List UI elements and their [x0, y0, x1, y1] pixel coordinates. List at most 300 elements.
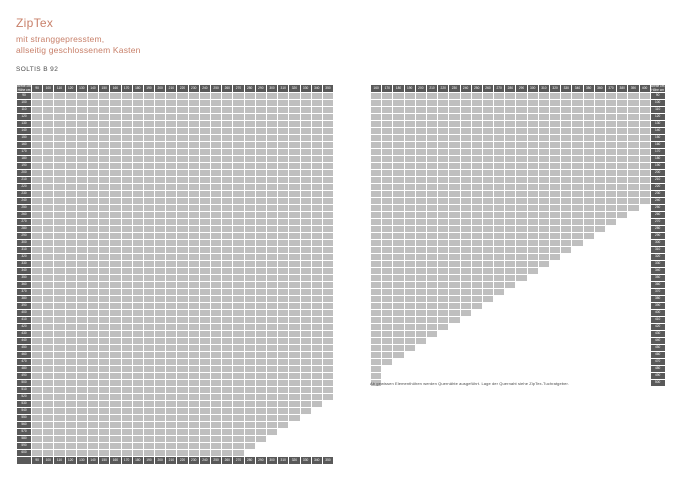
- matrix-cell-available: [222, 422, 232, 428]
- matrix-cell-available: [393, 184, 403, 190]
- matrix-cell-available: [43, 387, 53, 393]
- matrix-width-header: 240: [200, 85, 210, 92]
- matrix-height-label: 310: [17, 247, 31, 253]
- matrix-cell-available: [323, 205, 333, 211]
- matrix-cell-available: [211, 114, 221, 120]
- matrix-cell-empty: [606, 331, 616, 337]
- matrix-cell-available: [267, 247, 277, 253]
- matrix-height-label: 430: [651, 331, 665, 337]
- matrix-cell-available: [539, 93, 549, 99]
- matrix-cell-empty: [494, 366, 504, 372]
- matrix-cell-available: [416, 184, 426, 190]
- matrix-cell-available: [32, 93, 42, 99]
- matrix-cell-available: [144, 268, 154, 274]
- matrix-cell-available: [267, 254, 277, 260]
- matrix-cell-available: [66, 170, 76, 176]
- matrix-cell-available: [43, 93, 53, 99]
- matrix-cell-available: [66, 338, 76, 344]
- table-row: [17, 366, 333, 372]
- matrix-cell-available: [505, 170, 515, 176]
- matrix-cell-available: [177, 268, 187, 274]
- matrix-cell-available: [371, 170, 381, 176]
- matrix-cell-available: [427, 233, 437, 239]
- matrix-cell-available: [438, 317, 448, 323]
- matrix-cell-available: [43, 135, 53, 141]
- matrix-cell-available: [245, 240, 255, 246]
- matrix-cell-empty: [628, 233, 638, 239]
- matrix-cell-available: [461, 191, 471, 197]
- matrix-cell-available: [528, 100, 538, 106]
- matrix-cell-available: [256, 212, 266, 218]
- matrix-cell-available: [405, 212, 415, 218]
- matrix-cell-empty: [323, 408, 333, 414]
- matrix-cell-available: [43, 450, 53, 456]
- matrix-cell-empty: [617, 373, 627, 379]
- matrix-cell-available: [323, 177, 333, 183]
- matrix-cell-available: [122, 247, 132, 253]
- matrix-cell-available: [438, 240, 448, 246]
- matrix-cell-empty: [595, 317, 605, 323]
- matrix-cell-available: [144, 170, 154, 176]
- matrix-cell-available: [267, 114, 277, 120]
- matrix-cell-available: [278, 247, 288, 253]
- matrix-cell-available: [289, 289, 299, 295]
- matrix-cell-available: [155, 373, 165, 379]
- matrix-cell-available: [539, 135, 549, 141]
- matrix-width-footer: 300: [267, 457, 277, 464]
- matrix-cell-available: [122, 408, 132, 414]
- matrix-cell-available: [66, 212, 76, 218]
- table-row: [371, 289, 665, 295]
- matrix-cell-available: [289, 387, 299, 393]
- matrix-cell-available: [267, 261, 277, 267]
- matrix-cell-available: [200, 408, 210, 414]
- matrix-cell-available: [301, 310, 311, 316]
- matrix-cell-available: [505, 107, 515, 113]
- matrix-cell-available: [177, 345, 187, 351]
- matrix-cell-available: [245, 443, 255, 449]
- matrix-cell-available: [233, 156, 243, 162]
- matrix-cell-available: [539, 198, 549, 204]
- matrix-cell-empty: [516, 338, 526, 344]
- matrix-cell-available: [289, 345, 299, 351]
- matrix-cell-available: [438, 233, 448, 239]
- matrix-cell-available: [43, 331, 53, 337]
- matrix-cell-empty: [606, 359, 616, 365]
- matrix-cell-available: [54, 191, 64, 197]
- table-row: [17, 100, 333, 106]
- matrix-cell-empty: [539, 310, 549, 316]
- matrix-cell-available: [32, 100, 42, 106]
- matrix-cell-available: [110, 436, 120, 442]
- matrix-cell-available: [393, 163, 403, 169]
- matrix-cell-empty: [584, 261, 594, 267]
- matrix-cell-available: [88, 233, 98, 239]
- matrix-cell-available: [584, 93, 594, 99]
- matrix-cell-available: [323, 310, 333, 316]
- matrix-cell-available: [438, 184, 448, 190]
- table-row: [371, 212, 665, 218]
- matrix-cell-available: [528, 212, 538, 218]
- matrix-cell-available: [393, 149, 403, 155]
- matrix-cell-available: [166, 282, 176, 288]
- matrix-cell-available: [561, 205, 571, 211]
- matrix-cell-available: [472, 114, 482, 120]
- matrix-cell-available: [155, 198, 165, 204]
- matrix-cell-available: [323, 107, 333, 113]
- matrix-cell-available: [393, 93, 403, 99]
- matrix-cell-available: [200, 121, 210, 127]
- matrix-cell-available: [494, 163, 504, 169]
- table-row: [371, 296, 665, 302]
- matrix-cell-available: [438, 149, 448, 155]
- matrix-cell-available: [393, 289, 403, 295]
- matrix-cell-available: [267, 184, 277, 190]
- matrix-cell-available: [200, 436, 210, 442]
- matrix-cell-available: [144, 345, 154, 351]
- matrix-cell-empty: [289, 450, 299, 456]
- matrix-cell-available: [528, 149, 538, 155]
- matrix-cell-available: [233, 289, 243, 295]
- matrix-cell-available: [32, 450, 42, 456]
- table-row: [17, 303, 333, 309]
- matrix-cell-available: [32, 247, 42, 253]
- matrix-cell-available: [166, 303, 176, 309]
- matrix-cell-available: [122, 366, 132, 372]
- matrix-cell-available: [32, 170, 42, 176]
- matrix-cell-empty: [617, 247, 627, 253]
- matrix-cell-empty: [505, 296, 515, 302]
- matrix-cell-available: [245, 359, 255, 365]
- matrix-cell-available: [144, 408, 154, 414]
- matrix-cell-available: [54, 282, 64, 288]
- size-matrix-left-table: [16, 84, 334, 465]
- matrix-cell-available: [211, 324, 221, 330]
- matrix-height-label: 160: [651, 142, 665, 148]
- matrix-cell-available: [628, 184, 638, 190]
- matrix-cell-available: [177, 352, 187, 358]
- matrix-cell-available: [539, 205, 549, 211]
- matrix-cell-available: [572, 170, 582, 176]
- matrix-cell-available: [617, 135, 627, 141]
- matrix-cell-available: [189, 422, 199, 428]
- matrix-cell-available: [539, 128, 549, 134]
- matrix-cell-available: [528, 135, 538, 141]
- matrix-cell-available: [393, 310, 403, 316]
- matrix-cell-available: [88, 212, 98, 218]
- matrix-cell-available: [550, 205, 560, 211]
- matrix-cell-empty: [606, 338, 616, 344]
- matrix-cell-available: [189, 450, 199, 456]
- matrix-cell-available: [256, 296, 266, 302]
- matrix-cell-empty: [584, 282, 594, 288]
- matrix-height-label: 230: [651, 191, 665, 197]
- matrix-cell-available: [628, 114, 638, 120]
- matrix-cell-available: [99, 261, 109, 267]
- matrix-cell-available: [88, 240, 98, 246]
- matrix-cell-available: [88, 121, 98, 127]
- matrix-cell-available: [539, 156, 549, 162]
- table-row: [371, 366, 665, 372]
- matrix-cell-available: [211, 422, 221, 428]
- matrix-cell-available: [427, 93, 437, 99]
- table-row: [371, 142, 665, 148]
- matrix-cell-available: [122, 233, 132, 239]
- matrix-cell-empty: [438, 373, 448, 379]
- matrix-width-header: 200: [155, 85, 165, 92]
- matrix-cell-available: [189, 303, 199, 309]
- matrix-cell-available: [256, 359, 266, 365]
- matrix-cell-empty: [301, 415, 311, 421]
- matrix-cell-available: [88, 149, 98, 155]
- matrix-cell-available: [550, 191, 560, 197]
- table-row: [17, 261, 333, 267]
- matrix-cell-available: [110, 261, 120, 267]
- matrix-cell-available: [393, 268, 403, 274]
- matrix-cell-available: [122, 436, 132, 442]
- matrix-cell-available: [278, 401, 288, 407]
- matrix-cell-available: [99, 191, 109, 197]
- matrix-cell-available: [617, 128, 627, 134]
- matrix-cell-available: [278, 303, 288, 309]
- matrix-cell-available: [289, 401, 299, 407]
- matrix-cell-available: [393, 135, 403, 141]
- matrix-cell-available: [222, 394, 232, 400]
- matrix-cell-available: [32, 233, 42, 239]
- page-title: ZipTex: [16, 16, 54, 30]
- matrix-cell-available: [166, 219, 176, 225]
- matrix-cell-available: [595, 107, 605, 113]
- matrix-cell-available: [200, 422, 210, 428]
- matrix-cell-empty: [640, 282, 650, 288]
- table-row: [17, 184, 333, 190]
- matrix-cell-available: [54, 205, 64, 211]
- matrix-cell-empty: [640, 317, 650, 323]
- matrix-cell-available: [461, 128, 471, 134]
- matrix-cell-available: [416, 93, 426, 99]
- matrix-cell-available: [382, 135, 392, 141]
- matrix-cell-available: [505, 219, 515, 225]
- matrix-cell-available: [122, 450, 132, 456]
- matrix-cell-available: [256, 156, 266, 162]
- matrix-cell-available: [200, 394, 210, 400]
- matrix-cell-available: [32, 338, 42, 344]
- matrix-cell-available: [155, 324, 165, 330]
- matrix-cell-available: [54, 443, 64, 449]
- matrix-cell-available: [539, 226, 549, 232]
- matrix-cell-available: [427, 149, 437, 155]
- matrix-cell-available: [122, 289, 132, 295]
- matrix-cell-available: [494, 100, 504, 106]
- table-row: [17, 310, 333, 316]
- matrix-width-header: 180: [133, 85, 143, 92]
- matrix-cell-available: [438, 191, 448, 197]
- matrix-cell-empty: [628, 219, 638, 225]
- matrix-cell-available: [245, 254, 255, 260]
- matrix-cell-available: [393, 247, 403, 253]
- matrix-cell-available: [155, 450, 165, 456]
- matrix-height-label: 110: [651, 107, 665, 113]
- matrix-cell-available: [256, 289, 266, 295]
- matrix-cell-available: [267, 212, 277, 218]
- matrix-cell-available: [110, 177, 120, 183]
- matrix-cell-available: [189, 324, 199, 330]
- matrix-cell-available: [222, 261, 232, 267]
- matrix-cell-available: [166, 429, 176, 435]
- matrix-cell-empty: [628, 345, 638, 351]
- matrix-cell-available: [572, 114, 582, 120]
- matrix-cell-available: [77, 121, 87, 127]
- matrix-cell-available: [110, 450, 120, 456]
- matrix-cell-empty: [606, 310, 616, 316]
- matrix-width-footer: 190: [144, 457, 154, 464]
- matrix-cell-available: [312, 310, 322, 316]
- matrix-cell-available: [211, 373, 221, 379]
- matrix-height-label: 120: [17, 114, 31, 120]
- matrix-cell-available: [550, 93, 560, 99]
- matrix-height-label: 300: [651, 240, 665, 246]
- matrix-cell-available: [222, 282, 232, 288]
- matrix-cell-available: [88, 163, 98, 169]
- matrix-cell-empty: [617, 317, 627, 323]
- matrix-height-label: 550: [17, 415, 31, 421]
- matrix-cell-available: [233, 331, 243, 337]
- matrix-cell-available: [405, 317, 415, 323]
- matrix-cell-available: [505, 114, 515, 120]
- matrix-cell-available: [640, 135, 650, 141]
- matrix-cell-empty: [606, 275, 616, 281]
- matrix-cell-available: [494, 226, 504, 232]
- matrix-cell-available: [494, 177, 504, 183]
- matrix-cell-available: [88, 429, 98, 435]
- matrix-cell-available: [155, 359, 165, 365]
- matrix-cell-available: [110, 310, 120, 316]
- matrix-cell-empty: [301, 436, 311, 442]
- matrix-cell-available: [528, 254, 538, 260]
- matrix-cell-empty: [617, 352, 627, 358]
- matrix-cell-available: [177, 184, 187, 190]
- matrix-cell-available: [245, 282, 255, 288]
- matrix-cell-available: [43, 107, 53, 113]
- matrix-cell-available: [278, 240, 288, 246]
- matrix-cell-available: [66, 289, 76, 295]
- matrix-cell-available: [289, 261, 299, 267]
- matrix-cell-available: [110, 226, 120, 232]
- matrix-cell-available: [438, 254, 448, 260]
- matrix-cell-available: [233, 268, 243, 274]
- matrix-cell-available: [200, 268, 210, 274]
- matrix-cell-available: [166, 296, 176, 302]
- matrix-cell-available: [133, 380, 143, 386]
- matrix-cell-available: [323, 240, 333, 246]
- page-subtitle: [16, 34, 141, 56]
- matrix-cell-available: [606, 205, 616, 211]
- matrix-cell-available: [628, 170, 638, 176]
- matrix-cell-available: [371, 233, 381, 239]
- matrix-cell-available: [77, 261, 87, 267]
- matrix-cell-available: [189, 212, 199, 218]
- matrix-cell-available: [200, 338, 210, 344]
- matrix-cell-available: [449, 282, 459, 288]
- matrix-cell-available: [144, 289, 154, 295]
- matrix-cell-available: [233, 387, 243, 393]
- matrix-cell-available: [233, 254, 243, 260]
- matrix-cell-available: [550, 170, 560, 176]
- matrix-cell-empty: [494, 303, 504, 309]
- matrix-cell-available: [256, 226, 266, 232]
- matrix-cell-available: [416, 254, 426, 260]
- matrix-cell-available: [77, 296, 87, 302]
- matrix-cell-empty: [516, 289, 526, 295]
- matrix-cell-available: [323, 170, 333, 176]
- matrix-width-header: 250: [211, 85, 221, 92]
- matrix-cell-empty: [528, 324, 538, 330]
- matrix-width-header: 130: [77, 85, 87, 92]
- matrix-cell-available: [32, 373, 42, 379]
- matrix-cell-empty: [561, 289, 571, 295]
- matrix-cell-empty: [572, 275, 582, 281]
- matrix-cell-empty: [584, 289, 594, 295]
- matrix-cell-available: [144, 324, 154, 330]
- matrix-cell-empty: [606, 261, 616, 267]
- matrix-cell-available: [278, 408, 288, 414]
- matrix-cell-available: [371, 324, 381, 330]
- matrix-cell-available: [166, 142, 176, 148]
- matrix-cell-available: [177, 156, 187, 162]
- matrix-cell-available: [43, 177, 53, 183]
- matrix-cell-available: [77, 114, 87, 120]
- matrix-cell-available: [43, 261, 53, 267]
- matrix-cell-available: [278, 380, 288, 386]
- matrix-cell-empty: [427, 359, 437, 365]
- matrix-cell-available: [449, 156, 459, 162]
- matrix-cell-available: [256, 282, 266, 288]
- matrix-cell-available: [312, 394, 322, 400]
- matrix-cell-available: [189, 345, 199, 351]
- matrix-cell-available: [200, 205, 210, 211]
- matrix-cell-available: [155, 247, 165, 253]
- matrix-cell-available: [483, 219, 493, 225]
- matrix-cell-available: [256, 100, 266, 106]
- matrix-cell-empty: [461, 324, 471, 330]
- matrix-cell-available: [494, 170, 504, 176]
- matrix-cell-empty: [461, 317, 471, 323]
- matrix-cell-available: [122, 163, 132, 169]
- matrix-cell-available: [32, 324, 42, 330]
- matrix-cell-available: [505, 240, 515, 246]
- matrix-cell-available: [516, 240, 526, 246]
- matrix-cell-available: [483, 121, 493, 127]
- matrix-cell-available: [256, 380, 266, 386]
- matrix-cell-available: [416, 212, 426, 218]
- matrix-cell-available: [122, 443, 132, 449]
- matrix-cell-available: [77, 233, 87, 239]
- matrix-cell-available: [427, 212, 437, 218]
- matrix-cell-available: [133, 415, 143, 421]
- matrix-cell-available: [144, 450, 154, 456]
- matrix-cell-available: [54, 177, 64, 183]
- matrix-cell-available: [77, 282, 87, 288]
- matrix-cell-available: [166, 366, 176, 372]
- matrix-cell-available: [393, 331, 403, 337]
- matrix-cell-available: [289, 268, 299, 274]
- matrix-cell-available: [222, 436, 232, 442]
- matrix-cell-empty: [595, 261, 605, 267]
- matrix-width-header: 250: [472, 85, 482, 92]
- matrix-cell-available: [110, 359, 120, 365]
- table-row: [371, 324, 665, 330]
- matrix-cell-available: [449, 100, 459, 106]
